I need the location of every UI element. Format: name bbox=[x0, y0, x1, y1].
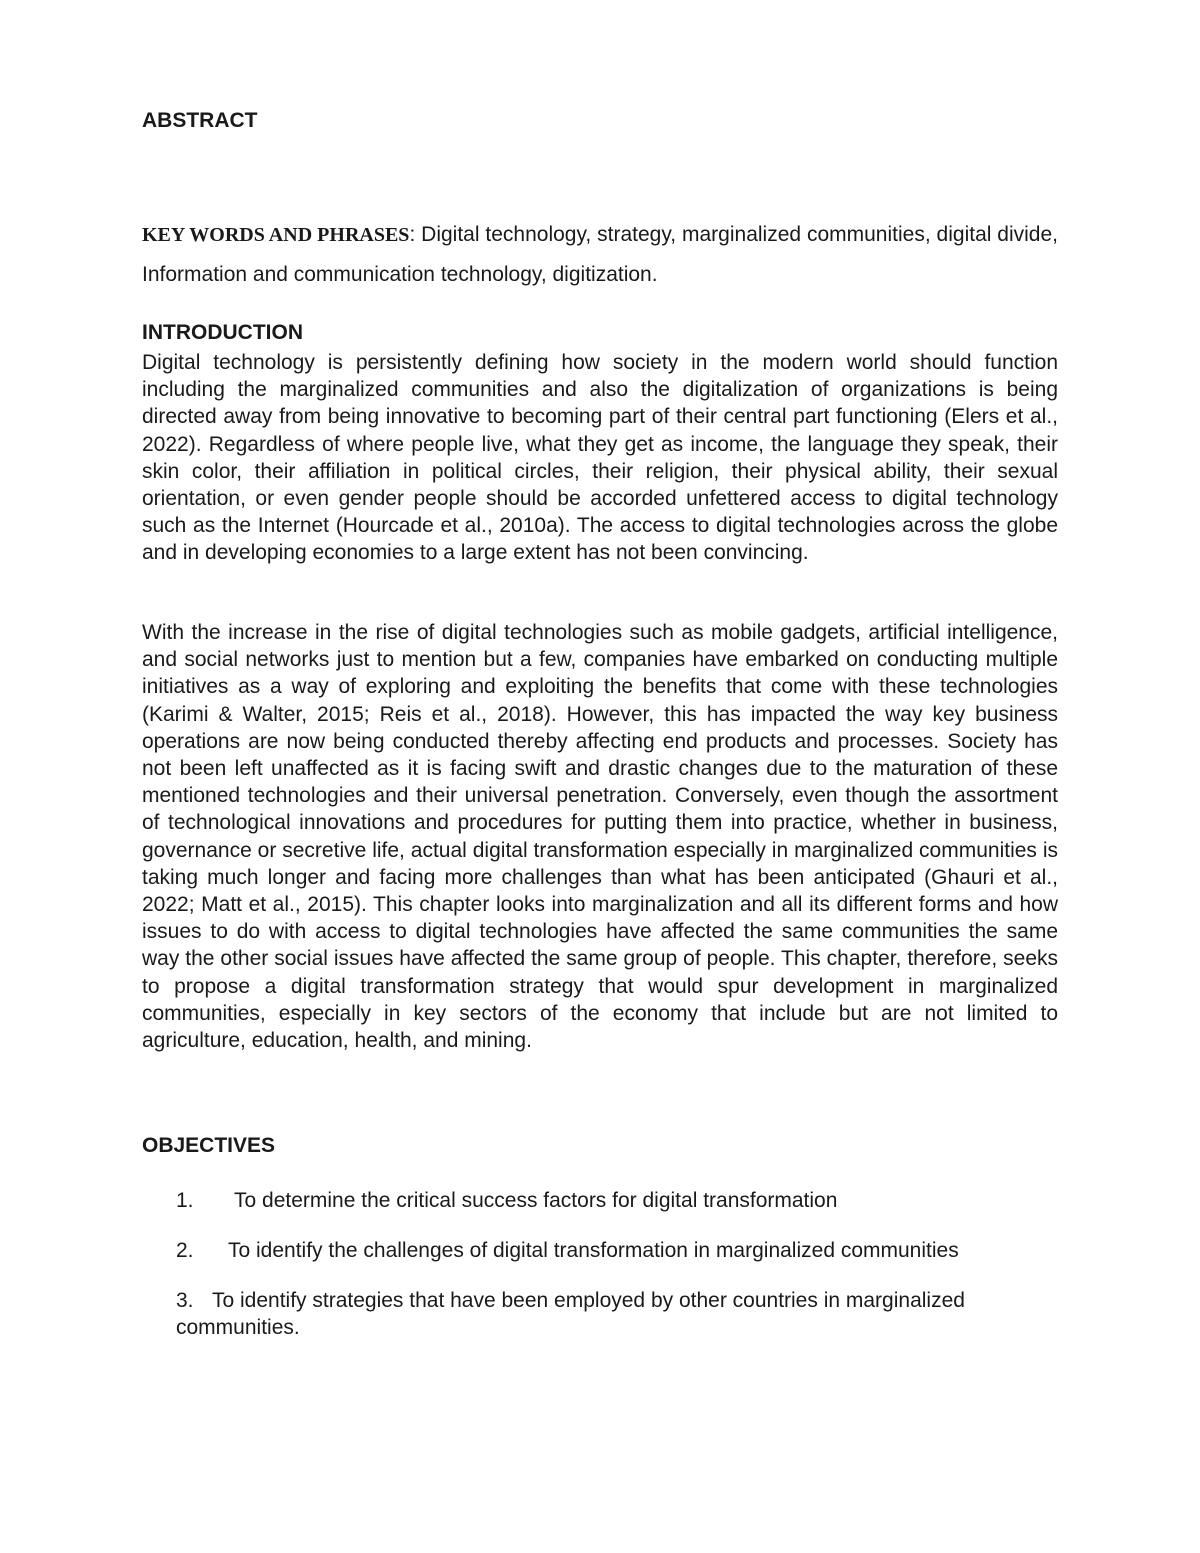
objective-text: To determine the critical success factors for digital transformation bbox=[234, 1189, 838, 1212]
objectives-heading: OBJECTIVES bbox=[142, 1134, 276, 1157]
introduction-paragraph-1: Digital technology is persistently defining how society in the modern world should function including the marginalized communities and also the digitalization of organizations is being directed away from being innovative to becoming part of their central part functioning (Elers et al., 2022). Regardless of where people live, what they get as income, the language they speak, their skin color, their affiliation in political circles, their religion, their physical ability, their sexual orientation, or even gender people should be accorded unfettered access to digital technology such as the Internet (Hourcade et al., 2010a). The access to digital technologies across the globe and in developing economies to a large extent has not been convincing. bbox=[142, 351, 1058, 565]
keywords-separator: : bbox=[409, 223, 416, 246]
introduction-heading: INTRODUCTION bbox=[142, 321, 303, 344]
objective-number: 3. bbox=[176, 1289, 194, 1312]
abstract-heading: ABSTRACT bbox=[142, 109, 258, 132]
keywords-text: Digital technology, strategy, marginalized communities, digital divide, Information and communication technology, digitization. bbox=[142, 223, 1058, 286]
objective-text: To identify the challenges of digital transformation in marginalized communities bbox=[228, 1239, 959, 1262]
keywords-paragraph bbox=[142, 215, 1058, 295]
objective-text: To identify strategies that have been employed by other countries in marginalized communities. bbox=[176, 1289, 965, 1340]
objective-item bbox=[176, 1187, 1056, 1214]
objective-number: 2. bbox=[176, 1239, 194, 1262]
keywords-label: KEY WORDS AND PHRASES bbox=[142, 224, 410, 246]
introduction-paragraph-2: With the increase in the rise of digital technologies such as mobile gadgets, artificial intelligence, and social networks just to mention but a few, companies have embarked on conducting multiple initiatives as a way of exploring and exploiting the benefits that come with these technologies (Karimi & Walter, 2015; Reis et al., 2018). However, this has impacted the way key business operations are now being conducted thereby affecting end products and processes. Society has not been left unaffected as it is facing swift and drastic changes due to the maturation of these mentioned technologies and their universal penetration. Conversely, even though the assortment of technological innovations and procedures for putting them into practice, whether in business, governance or secretive life, actual digital transformation especially in marginalized communities is taking much longer and facing more challenges than what has been anticipated (Ghauri et al., 2022; Matt et al., 2015). This chapter looks into marginalization and all its different forms and how issues to do with access to digital technologies have affected the same communities the same way the other social issues have affected the same group of people. This chapter, therefore, seeks to propose a digital transformation strategy that would spur development in marginalized communities, especially in key sectors of the economy that include but are not limited to agriculture, education, health, and mining. bbox=[142, 621, 1058, 1053]
objective-item bbox=[176, 1287, 1058, 1341]
objective-item bbox=[176, 1237, 1056, 1264]
objective-number: 1. bbox=[176, 1189, 194, 1212]
